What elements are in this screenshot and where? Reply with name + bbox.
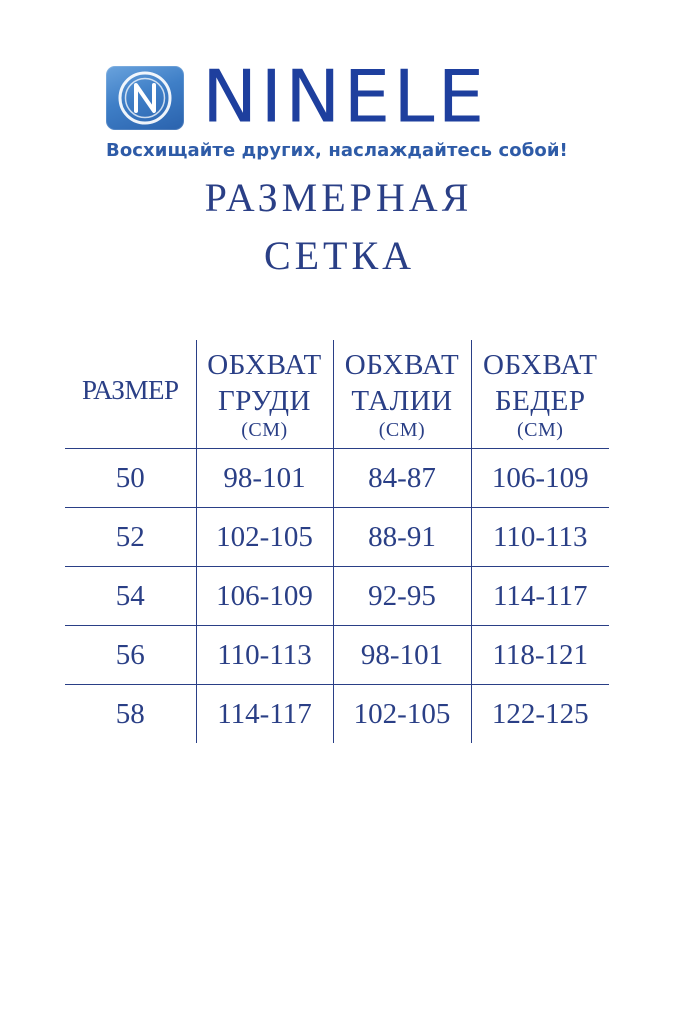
cell-waist: 88-91	[333, 508, 471, 567]
table-row	[65, 449, 609, 508]
emblem-glyph	[106, 66, 184, 130]
header-size: РАЗМЕР	[65, 340, 196, 449]
header-hips-unit: (СМ)	[517, 419, 564, 441]
cell-hips: 122-125	[471, 685, 609, 744]
cell-size: 54	[65, 567, 196, 626]
cell-bust: 102-105	[196, 508, 333, 567]
header-bust	[196, 340, 333, 449]
cell-waist: 98-101	[333, 626, 471, 685]
cell-size: 58	[115, 697, 145, 730]
cell-hips: 110-113	[471, 508, 609, 567]
cell-bust: 114-117	[196, 685, 333, 744]
header-bust-line1: ОБХВАТ	[207, 349, 322, 381]
header-waist-line2: ТАЛИИ	[351, 385, 453, 417]
cell-bust: 106-109	[196, 567, 333, 626]
cell-hips: 114-117	[471, 567, 609, 626]
table-header-row	[65, 340, 609, 449]
cell-hips: 106-109	[471, 449, 609, 508]
header-hips-line2: БЕДЕР	[495, 385, 586, 417]
page-title-line-1: РАЗМЕРНАЯ	[204, 175, 473, 220]
cell-waist: 84-87	[333, 449, 471, 508]
brand-slogan: Восхищайте других, наслаждайтесь собой!	[106, 140, 568, 161]
header-waist-line1: ОБХВАТ	[344, 349, 460, 381]
cell-bust: 98-101	[196, 449, 333, 508]
cell-waist: 92-95	[333, 567, 471, 626]
size-chart-table	[65, 340, 609, 743]
brand-logo	[106, 55, 606, 174]
brand-wordmark: NINELE	[202, 55, 488, 140]
table-row	[65, 567, 609, 626]
brand-emblem-icon	[106, 66, 184, 130]
header-hips-line1: ОБХВАТ	[483, 349, 598, 381]
table-row	[65, 685, 609, 744]
header-bust-unit: (СМ)	[241, 419, 288, 441]
cell-waist: 102-105	[333, 685, 471, 744]
table-row	[65, 626, 609, 685]
cell-hips: 118-121	[471, 626, 609, 685]
cell-size: 52	[65, 508, 196, 567]
header-waist	[333, 340, 471, 449]
table-row	[65, 508, 609, 567]
header-hips	[471, 340, 609, 449]
page-title-line-2: СЕТКА	[263, 233, 416, 278]
header-bust-line2: ГРУДИ	[218, 385, 311, 417]
header-waist-unit: (СМ)	[378, 419, 426, 441]
cell-bust: 110-113	[196, 626, 333, 685]
cell-size: 56	[65, 626, 196, 685]
cell-size: 50	[65, 449, 196, 508]
